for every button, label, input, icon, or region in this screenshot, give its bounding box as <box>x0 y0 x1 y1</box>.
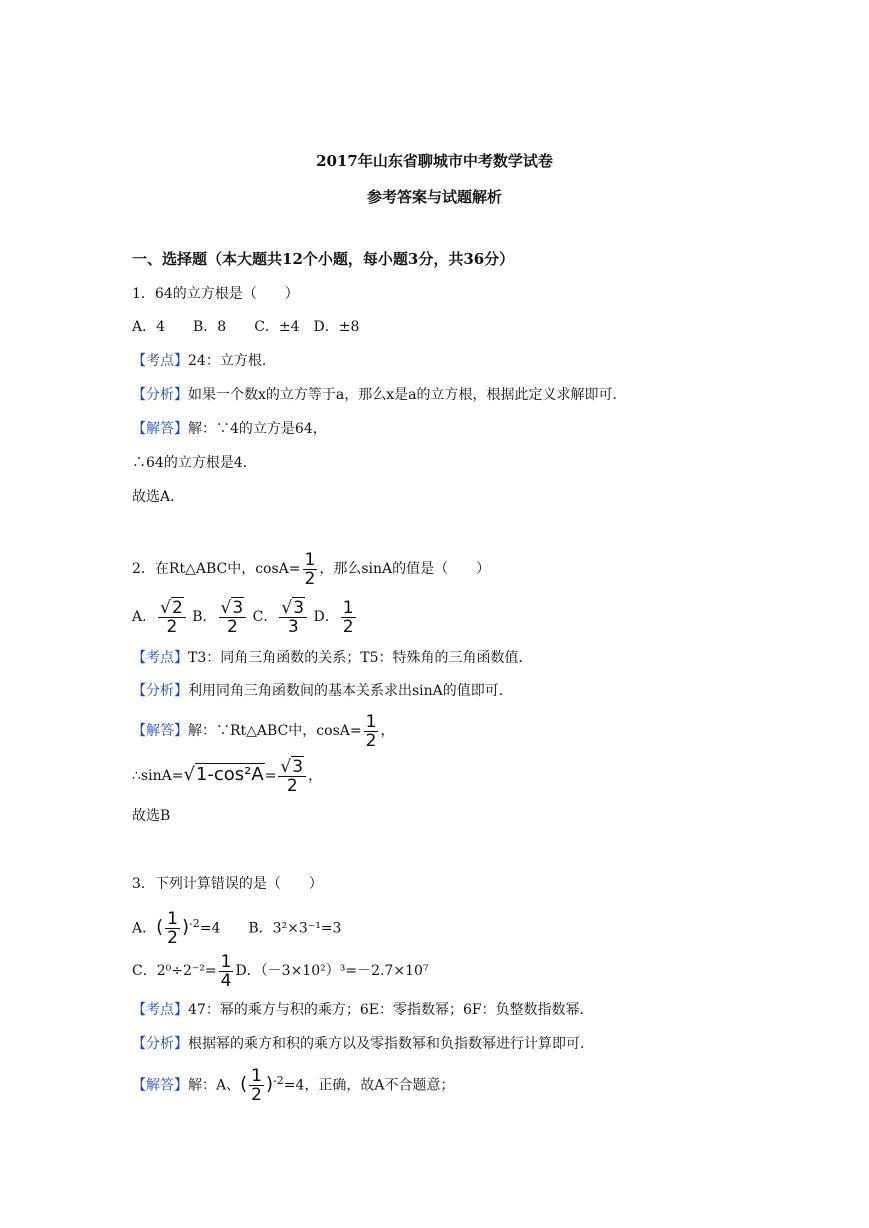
option-d-text: D．（－3×10²）³=－2.7×10⁷ <box>235 963 429 979</box>
denominator: 3 <box>287 616 299 637</box>
numerator: 1 <box>220 951 232 972</box>
fraction-one-half <box>165 910 180 947</box>
jieda-tag: 【解答】 <box>132 723 188 739</box>
denominator: 2 <box>342 616 354 637</box>
sqrt-expression: √1-cos²A <box>183 764 264 785</box>
q2-stem-b: ，那么sinA的值是（ ） <box>319 561 491 577</box>
q2-fenxi <box>132 684 513 698</box>
q3-options-ab <box>132 904 341 949</box>
paren-close: ) <box>181 916 190 938</box>
kaodian-text: T3：同角三角函数的关系；T5：特殊角的三角函数值． <box>188 650 533 666</box>
radicand: 2 <box>171 597 183 618</box>
numerator: √3 <box>278 758 306 777</box>
exponent: -2 <box>273 1074 284 1087</box>
option-d-fraction <box>341 599 356 636</box>
option-d-label: D． <box>313 609 339 625</box>
q1-options: A．4 B．8 C．±4 D．±8 <box>132 319 360 335</box>
q2-jieda <box>132 711 394 751</box>
q3-kaodian <box>132 1003 594 1017</box>
denominator: 4 <box>220 970 232 991</box>
numerator: √2 <box>158 599 186 618</box>
radicand: 1-cos²A <box>195 764 264 785</box>
numerator: √3 <box>219 599 247 618</box>
numerator: 1 <box>365 711 377 732</box>
kaodian-tag: 【考点】 <box>132 353 188 369</box>
equals-sign: = <box>264 768 277 784</box>
kaodian-tag: 【考点】 <box>132 650 188 666</box>
fraction-root3-over-2 <box>278 758 306 795</box>
radicand: 3 <box>232 597 244 618</box>
q2-answer: 故选B <box>132 808 171 824</box>
q2-kaodian <box>132 651 533 665</box>
denominator: 2 <box>251 1085 262 1106</box>
option-a-tail: =4 B．3²×3⁻¹=3 <box>199 920 342 937</box>
fenxi-text: 根据幂的乘方和积的乘方以及零指数幂和负指数幂进行计算即可． <box>188 1036 594 1052</box>
option-b-fraction <box>219 599 247 636</box>
numerator: 1 <box>167 909 178 930</box>
denominator: 2 <box>286 775 298 796</box>
jieda-tag: 【解答】 <box>132 1077 188 1094</box>
option-c-fraction <box>279 599 307 636</box>
jieda-tail: =4，正确，故A不合题意； <box>283 1077 455 1094</box>
radicand: 3 <box>292 756 304 777</box>
kaodian-text: 24：立方根． <box>188 353 276 369</box>
numerator: 1 <box>342 597 354 618</box>
q2-stem-a: 2．在Rt△ABC中，cosA= <box>132 561 301 577</box>
option-c-label: C． <box>252 609 278 625</box>
q3-jieda <box>132 1061 454 1106</box>
denominator: 2 <box>166 616 178 637</box>
sin-label: ∴sinA= <box>132 768 184 784</box>
q1-stem: 1．64的立方根是（ ） <box>132 286 299 302</box>
numerator: √3 <box>279 599 307 618</box>
q1-answer: 故选A． <box>132 489 185 505</box>
option-a-fraction <box>158 599 186 636</box>
jieda-text: 解：∵Rt△ABC中，cosA= <box>188 723 362 739</box>
denominator: 2 <box>365 730 377 751</box>
numerator: 1 <box>251 1066 262 1087</box>
q1-jieda <box>132 422 327 436</box>
jieda-punct: ， <box>380 723 395 739</box>
denominator: 2 <box>226 616 238 637</box>
option-a-label: A． <box>132 609 157 625</box>
page-title: 2017年山东省聊城市中考数学试卷 <box>316 152 553 170</box>
q1-kaodian <box>132 354 276 368</box>
option-c-text: C．2⁰÷2⁻²= <box>132 963 217 979</box>
q2-stem <box>132 549 490 589</box>
fenxi-tag: 【分析】 <box>132 387 188 403</box>
fraction-one-half <box>249 1067 264 1104</box>
q3-stem: 3．下列计算错误的是（ ） <box>132 876 323 892</box>
paren-close: ) <box>265 1073 274 1095</box>
fenxi-text: 如果一个数x的立方等于a，那么x是a的立方根，根据此定义求解即可． <box>188 387 627 403</box>
fenxi-tag: 【分析】 <box>132 683 188 699</box>
q2-sin-line <box>132 755 322 796</box>
fenxi-text: 利用同角三角函数间的基本关系求出sinA的值即可． <box>188 683 513 699</box>
jieda-text: 解：∵4的立方是64， <box>188 421 327 437</box>
paren-open: ( <box>240 1073 248 1095</box>
q1-line2: ∴64的立方根是4． <box>132 455 257 471</box>
paren-open: ( <box>156 916 164 938</box>
denominator: 2 <box>167 928 178 949</box>
kaodian-tag: 【考点】 <box>132 1002 188 1018</box>
exponent: -2 <box>189 917 200 930</box>
radicand: 3 <box>293 597 305 618</box>
kaodian-text: 47：幂的乘方与积的乘方；6E：零指数幂；6F：负整数指数幂． <box>188 1002 594 1018</box>
option-b-label: B． <box>192 609 217 625</box>
sin-punct: ， <box>308 768 323 784</box>
jieda-tag: 【解答】 <box>132 421 188 437</box>
fenxi-tag: 【分析】 <box>132 1036 188 1052</box>
fraction-one-quarter <box>219 953 234 990</box>
denominator: 2 <box>304 568 316 589</box>
page-subtitle: 参考答案与试题解析 <box>366 188 502 206</box>
fraction-one-half <box>303 551 318 588</box>
section-heading: 一、选择题（本大题共12个小题，每小题3分，共36分） <box>132 250 515 268</box>
q3-fenxi <box>132 1037 594 1051</box>
numerator: 1 <box>304 549 316 570</box>
fraction-one-half <box>364 713 379 750</box>
q3-options-cd <box>132 951 429 991</box>
jieda-text: 解：A、 <box>188 1077 241 1094</box>
q1-fenxi <box>132 388 626 402</box>
q2-options <box>132 597 358 637</box>
option-a-label: A． <box>132 920 157 937</box>
